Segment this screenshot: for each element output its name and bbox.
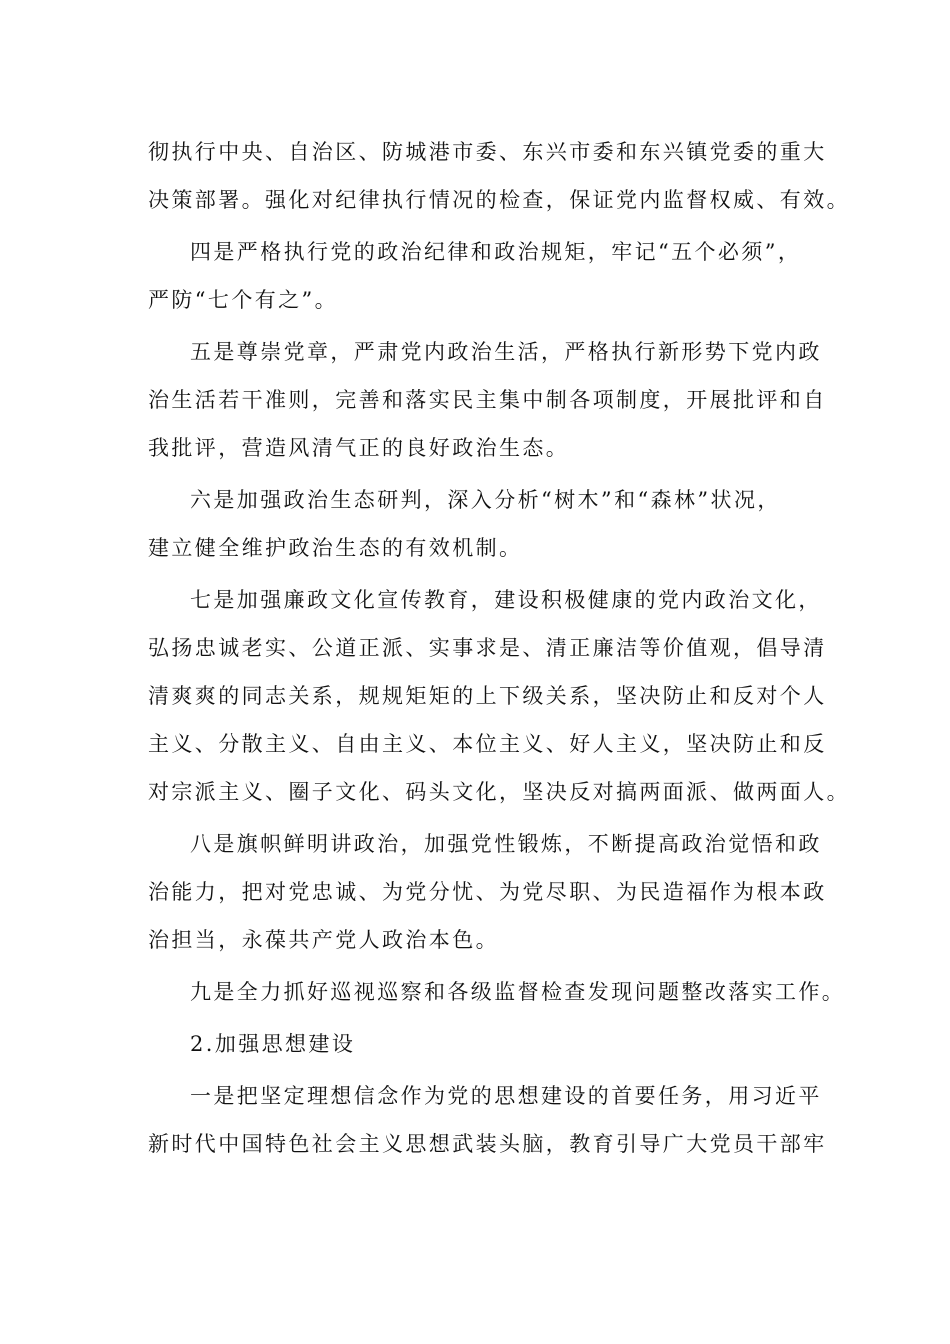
text-line: 建立健全维护政治生态的有效机制。: [148, 536, 523, 560]
text-line: 清爽爽的同志关系，规规矩矩的上下级关系，坚决防止和反对个人: [148, 684, 827, 708]
paragraph-start-line: 一是把坚定理想信念作为党的思想建设的首要任务，用习近平: [190, 1084, 822, 1108]
text-line: 严防“七个有之”。: [148, 288, 339, 312]
document-body: [148, 128, 850, 1168]
text-line: 主义、分散主义、自由主义、本位主义、好人主义，坚决防止和反: [148, 732, 827, 756]
paragraph-start-line: 七是加强廉政文化宣传教育，建设积极健康的党内政治文化，: [190, 588, 822, 612]
paragraph-start-line: 五是尊崇党章，严肃党内政治生活，严格执行新形势下党内政: [190, 340, 822, 364]
text-line: 治生活若干准则，完善和落实民主集中制各项制度，开展批评和自: [148, 388, 827, 412]
text-line: 新时代中国特色社会主义思想武装头脑，教育引导广大党员干部牢: [148, 1132, 827, 1156]
text-line: 对宗派主义、圈子文化、码头文化，坚决反对搞两面派、做两面人。: [148, 780, 850, 804]
paragraph-start-line: 八是旗帜鲜明讲政治，加强党性锻炼，不断提高政治觉悟和政: [190, 832, 822, 856]
text-line: 我批评，营造风清气正的良好政治生态。: [148, 436, 570, 460]
text-line: 治担当，永葆共产党人政治本色。: [148, 928, 499, 952]
paragraph-start-line: 九是全力抓好巡视巡察和各级监督检查发现问题整改落实工作。: [190, 980, 846, 1004]
section-heading: 2.加强思想建设: [190, 1032, 356, 1056]
paragraph-start-line: 四是严格执行党的政治纪律和政治规矩，牢记“五个必须”，: [190, 240, 802, 264]
text-line: 彻执行中央、自治区、防城港市委、东兴市委和东兴镇党委的重大: [148, 140, 827, 164]
paragraph-start-line: 六是加强政治生态研判，深入分析“树木”和“森林”状况，: [190, 488, 781, 512]
text-line: 治能力，把对党忠诚、为党分忧、为党尽职、为民造福作为根本政: [148, 880, 827, 904]
text-line: 弘扬忠诚老实、公道正派、实事求是、清正廉洁等价值观，倡导清: [148, 636, 827, 660]
text-line: 决策部署。强化对纪律执行情况的检查，保证党内监督权威、有效。: [148, 188, 850, 212]
